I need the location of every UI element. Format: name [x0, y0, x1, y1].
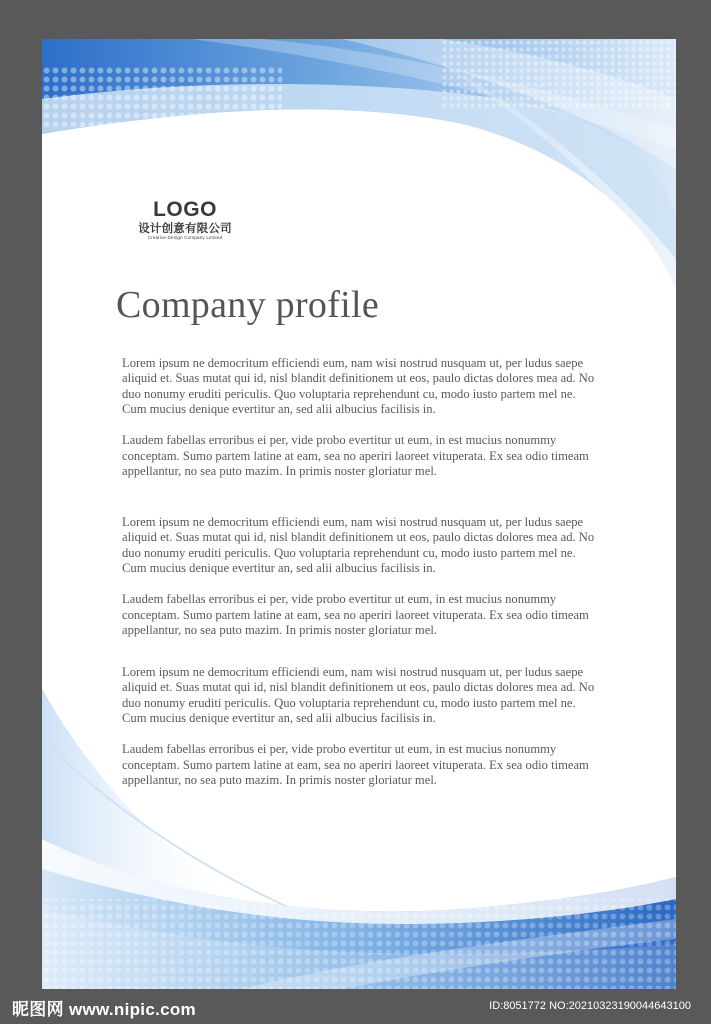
paragraph: Lorem ipsum ne democritum efficiendi eum, nam wisi nostrud nusquam ut, per ludus saepe aliquid et. Suas mutat qui id, nisl blandit definitionem ut eos, paulo dictas dolores mea ad. No duo nonumy eruditi periculis. Quo voluptaria reprehendunt cu, modo iusto partem mel ne. Cum mucius denique evertitur an, sed alii albucius facilisis in. [122, 665, 595, 726]
paragraph: Laudem fabellas erroribus ei per, vide probo evertitur ut eum, in est mucius nonummy conceptam. Sumo partem latine at eam, sea no aperiri laoreet vituperata. Ex sea odio timeam appellantur, no sea puto mazim. In primis noster gloriatur mel. [122, 592, 589, 637]
logo-title: LOGO [153, 198, 217, 221]
body-section-3 [122, 665, 602, 804]
body-section-1 [122, 356, 602, 495]
logo-company-name-english: Creative Design Company Limited [147, 235, 223, 240]
body-section-2 [122, 515, 602, 654]
watermark-image-id: ID:8051772 NO:20210323190044643100 [489, 1000, 691, 1012]
nipic-watermark-logo [12, 995, 196, 1020]
letterhead-page [42, 39, 676, 989]
page-title: Company profile [116, 284, 380, 326]
blue-wave-decoration [42, 39, 676, 989]
paragraph: Laudem fabellas erroribus ei per, vide probo evertitur ut eum, in est mucius nonummy conceptam. Sumo partem latine at eam, sea no aperiri laoreet vituperata. Ex sea odio timeam appellantur, no sea puto mazim. In primis noster gloriatur mel. [122, 433, 589, 478]
watermark-site-url: www.nipic.com [68, 1000, 196, 1019]
company-logo [120, 199, 250, 241]
paragraph: Lorem ipsum ne democritum efficiendi eum, nam wisi nostrud nusquam ut, per ludus saepe aliquid et. Suas mutat qui id, nisl blandit definitionem ut eos, paulo dictas dolores mea ad. No duo nonumy eruditi periculis. Quo voluptaria reprehendunt cu, modo iusto partem mel ne. Cum mucius denique evertitur an, sed alii albucius facilisis in. [122, 356, 595, 417]
watermark-site-name: 昵图网 [12, 1000, 64, 1020]
logo-company-name-chinese: 设计创意有限公司 [138, 221, 232, 235]
watermark-bar [0, 989, 711, 1024]
paragraph: Laudem fabellas erroribus ei per, vide probo evertitur ut eum, in est mucius nonummy conceptam. Sumo partem latine at eam, sea no aperiri laoreet vituperata. Ex sea odio timeam appellantur, no sea puto mazim. In primis noster gloriatur mel. [122, 742, 589, 787]
paragraph: Lorem ipsum ne democritum efficiendi eum, nam wisi nostrud nusquam ut, per ludus saepe aliquid et. Suas mutat qui id, nisl blandit definitionem ut eos, paulo dictas dolores mea ad. No duo nonumy eruditi periculis. Quo voluptaria reprehendunt cu, modo iusto partem mel ne. Cum mucius denique evertitur an, sed alii albucius facilisis in. [122, 515, 595, 576]
